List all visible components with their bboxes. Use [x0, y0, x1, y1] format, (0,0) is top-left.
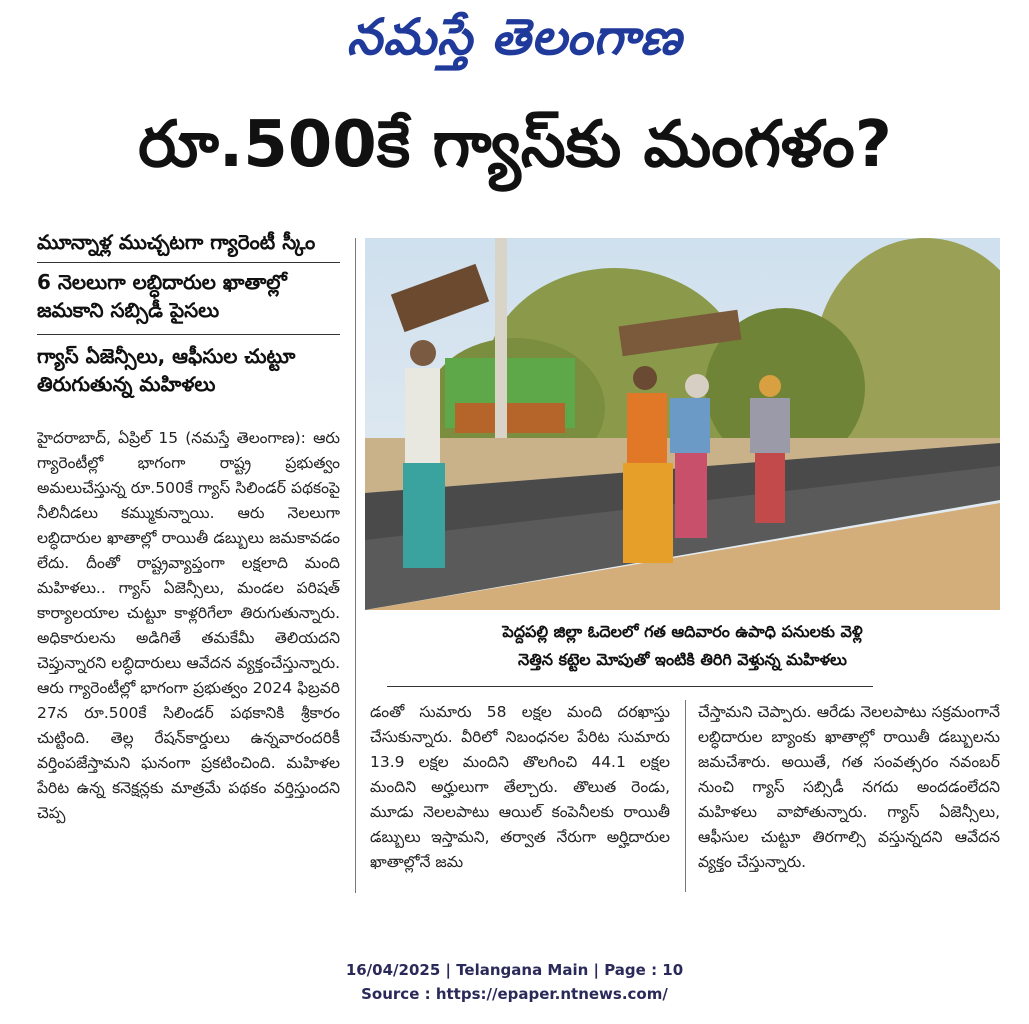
- subhead-3: గ్యాస్ ఏజెన్సీలు, ఆఫీసుల చుట్టూ తిరుగుతున్న మహిళలు: [37, 344, 296, 396]
- subhead-divider: [37, 334, 340, 335]
- article-column-3: చేస్తామని చెప్పారు. ఆరేడు నెలలపాటు సక్రమంగానే లబ్ధిదారుల బ్యాంకు ఖాతాల్లో రాయితీ డబ్బులను జమచేశారు. అయితే, గత సంవత్సరం నవంబర్ నుంచి గ్యాస్ సబ్సిడీ నగదు అందడంలేదని మహిళలు వాపోతున్నారు. గ్యాస్ ఏజెన్సీలు, ఆఫీసుల చుట్టూ తిరగాల్సి వస్తున్నదని ఆవేదన వ్యక్తం చేస్తున్నారు.: [698, 703, 1000, 871]
- photo-caption-line-2: నెత్తిన కట్టెల మోపుతో ఇంటికి తిరిగి వెళ్తున్న మహిళలు: [518, 650, 847, 669]
- column-divider: [355, 238, 356, 893]
- subhead-1: మూన్నాళ్ల ముచ్చటగా గ్యారెంటీ స్కీం: [37, 230, 316, 254]
- headline: రూ.500కే గ్యాస్‌కు మంగళం?: [138, 108, 892, 182]
- footer-edition-info: 16/04/2025 | Telangana Main | Page : 10: [345, 961, 684, 979]
- photo-caption: [370, 618, 995, 674]
- caption-divider: [387, 686, 873, 687]
- woman-figure-3: [670, 374, 710, 538]
- column-divider: [685, 700, 686, 892]
- article-column-1: హైదరాబాద్, ఏప్రిల్ 15 (నమస్తే తెలంగాణ): ఆరు గ్యారెంటీల్లో భాగంగా రాష్ట్ర ప్రభుత్వం అమలుచేస్తున్న రూ.500కే గ్యాస్ సిలిండర్ పథకంపై నీలినీడలు కమ్ముకున్నాయి. ఆరు నెలలుగా లబ్ధిదారుల ఖాతాల్లో రాయితీ డబ్బులు జమకావడం లేదు. దీంతో రాష్ట్రవ్యాప్తంగా లక్షలాది మంది మహిళలు.. గ్యాస్ ఏజెన్సీలు, మండల పరిషత్ కార్యాలయాల చుట్టూ కాళ్లరిగేలా తిరుగుతున్నారు. అధికారులను అడిగితే తమకేమీ తెలియదని చెప్తున్నారని లబ్ధిదారులు ఆవేదన వ్యక్తంచేస్తున్నారు. ఆరు గ్యారెంటీల్లో భాగంగా ప్రభుత్వం 2024 ఫిబ్రవరి 27న రూ.500కే సిలిండర్ పథకానికి శ్రీకారం చుట్టింది. తెల్ల రేషన్‌కార్డులు ఉన్నవారందరికీ వర్తింపజేస్తామని ఘనంగా ప్రకటించింది. మహిళల పేరిట ఉన్న కనెక్షన్లకు మాత్రమే పథకం వర్తిస్తుందని చెప్ప: [37, 429, 340, 822]
- women-carrying-firewood-photo: [365, 238, 1000, 610]
- subhead-2: 6 నెలలుగా లబ్ధిదారుల ఖాతాల్లో జమకాని సబ్సిడీ పైసలు: [37, 270, 287, 322]
- photo-caption-line-1: పెద్దపల్లి జిల్లా ఓదెలలో గత ఆదివారం ఉపాధి పనులకు వెళ్లి: [502, 622, 863, 641]
- article-photo: [365, 238, 1000, 610]
- article-column-2: డంతో సుమారు 58 లక్షల మంది దరఖాస్తు చేసుకున్నారు. వీరిలో నిబంధనల పేరిట సుమారు 13.9 లక్షల మందిని తొలగించి 44.1 లక్షల మందిని అర్హులుగా తేల్చారు. తొలుత రెండు, మూడు నెలలపాటు ఆయిల్ కంపెనీలకు రాయితీ డబ్బులు ఇస్తామని, తర్వాత నేరుగా అర్హిదారుల ఖాతాల్లోనే జమ: [370, 703, 670, 871]
- subhead-divider: [37, 262, 340, 263]
- masthead-logo: నమస్తే తెలంగాణ: [346, 8, 683, 66]
- footer-source: Source : https://epaper.ntnews.com/: [361, 985, 668, 1003]
